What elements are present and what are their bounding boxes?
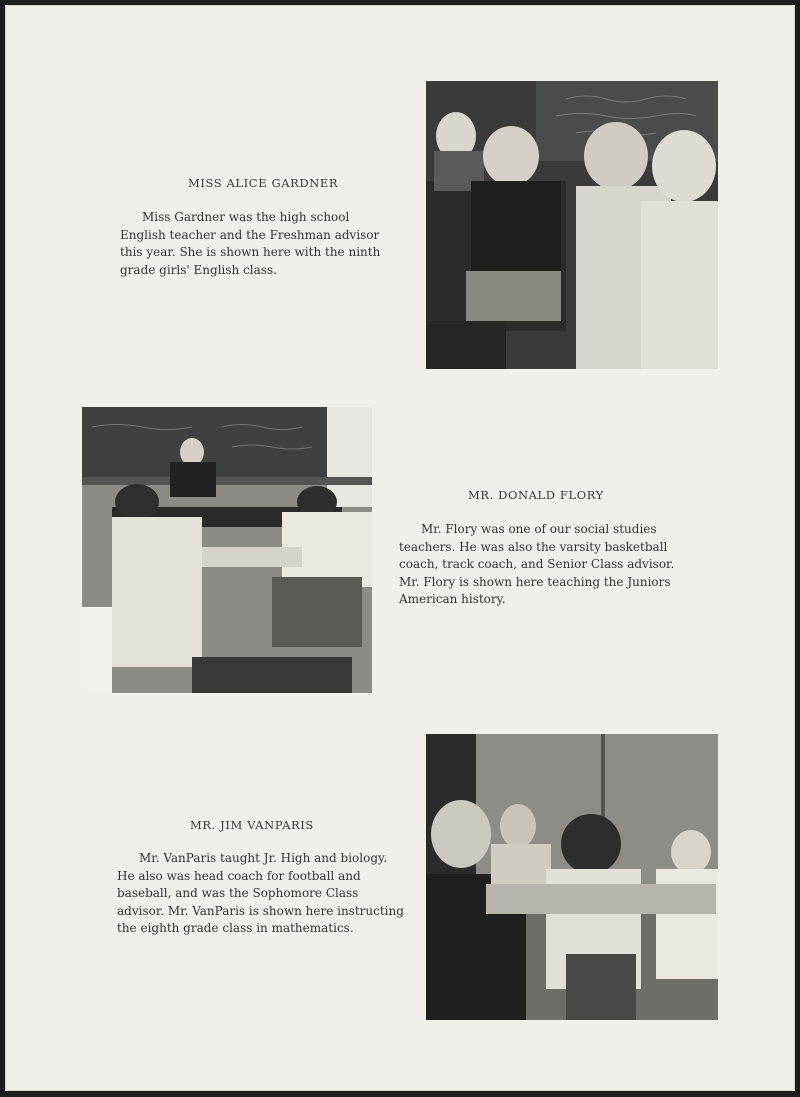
- yearbook-page: [5, 5, 795, 1091]
- classroom-photo-gardner: [426, 81, 718, 369]
- teacher-caption-vanparis: Mr. VanParis taught Jr. High and biology. He also was head coach for football and baseball, and was the Sophomore Class advisor. Mr. VanParis is shown here instructing the eighth grade class in mathematics.: [117, 851, 404, 935]
- teacher-caption-flory: Mr. Flory was one of our social studies teachers. He was also the varsity basketball coach, track coach, and Senior Class advisor. Mr. Flory is shown here teaching the Juniors American history.: [399, 522, 675, 606]
- teacher-heading-gardner: MISS ALICE GARDNER: [188, 176, 339, 190]
- classroom-photo-vanparis: [426, 734, 718, 1020]
- classroom-photo-flory: [82, 407, 372, 693]
- teacher-heading-vanparis: MR. JIM VANPARIS: [190, 818, 314, 832]
- teacher-caption-gardner: Miss Gardner was the high school English teacher and the Freshman advisor this year. She is shown here with the ninth grade girls' English class.: [120, 210, 381, 277]
- teacher-heading-flory: MR. DONALD FLORY: [468, 488, 604, 502]
